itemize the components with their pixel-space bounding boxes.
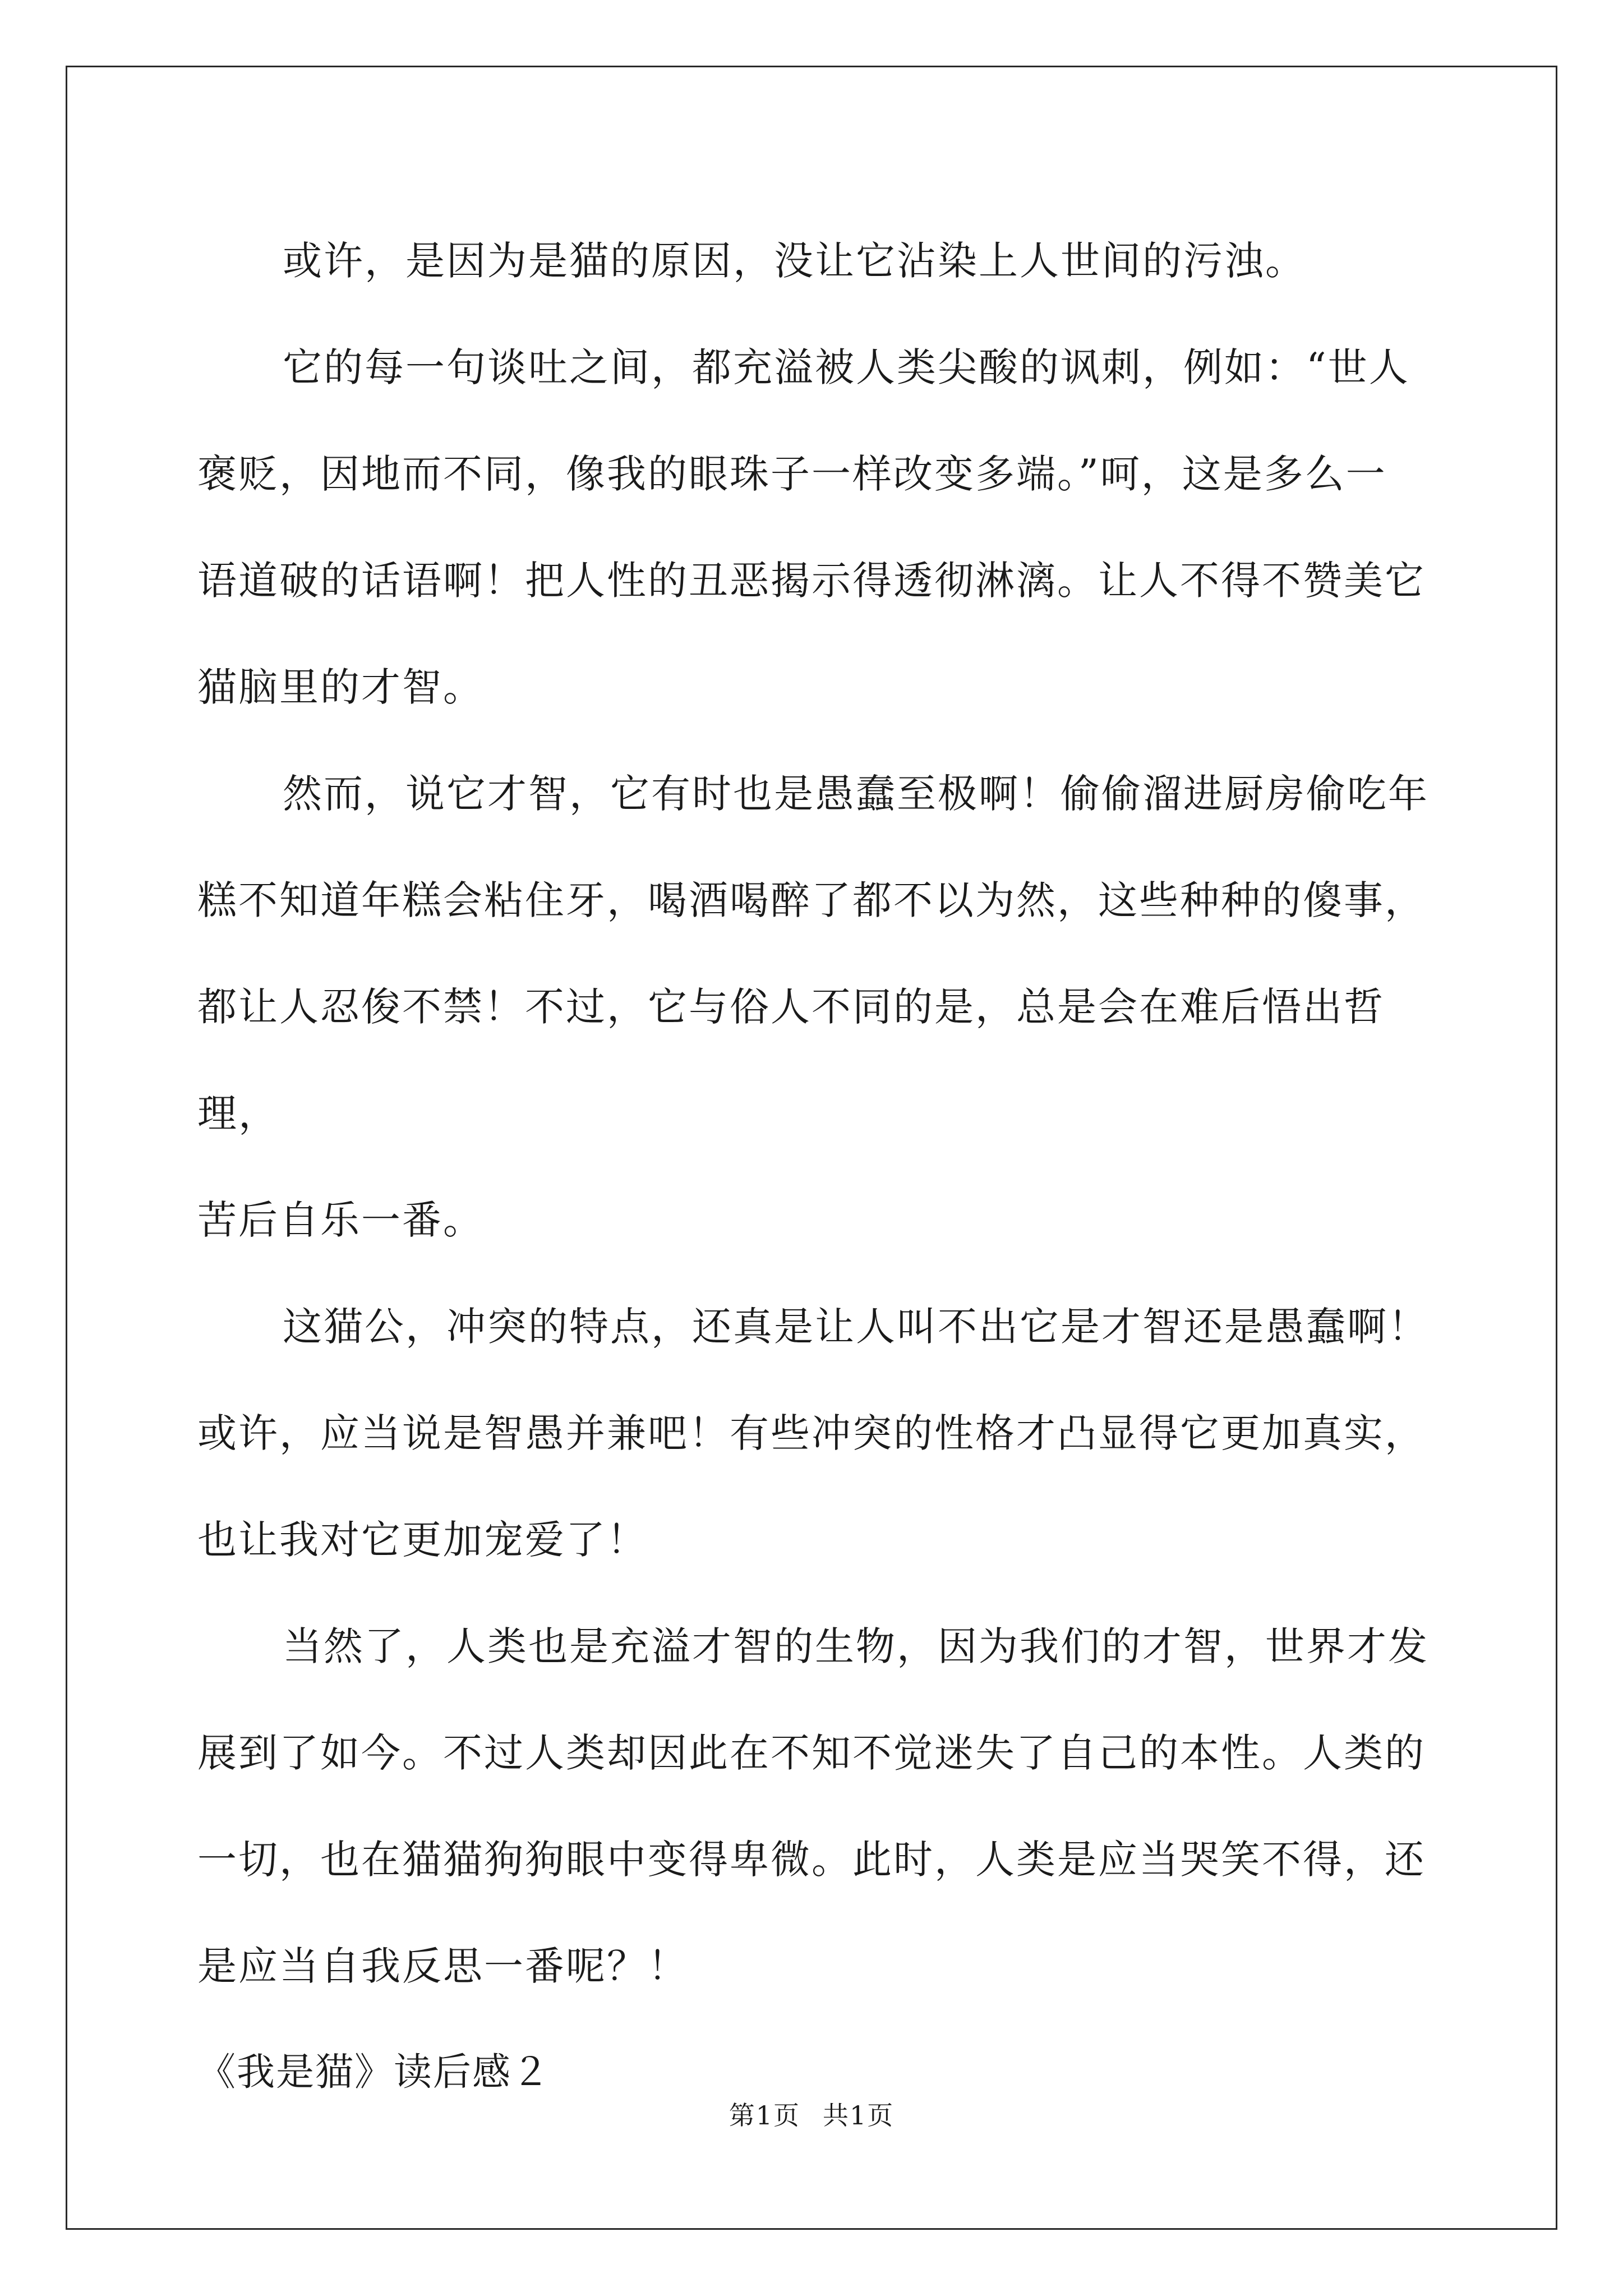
- section-heading: 《我是猫》读后感２: [197, 2050, 551, 2095]
- page-number-current: 第1页: [728, 2100, 800, 2131]
- paragraph-1: 或许，是因为是猫的原因，没让它沾染上人世间的污浊。: [283, 238, 1306, 284]
- page-footer: [0, 2095, 1623, 2132]
- paragraph-3: 然而，说它才智，它有时也是愚蠢至极啊！偷偷溜进厨房偷吃年 糕不知道年糕会粘住牙，喝酒喝醉了都不以为然，这些种种的傻事， 都让人忍俊不禁！不过，它与俗人不同的是，总是会在难后悟出哲理， 苦后自乐一番。: [197, 771, 1429, 1243]
- paragraph-4: 这猫公，冲突的特点，还真是让人叫不出它是才智还是愚蠢啊！ 或许，应当说是智愚并兼吧！有些冲突的性格才凸显得它更加真实， 也让我对它更加宠爱了！: [197, 1304, 1429, 1563]
- document-body: [197, 208, 1459, 2126]
- page-number-total: 共1页: [823, 2100, 895, 2131]
- paragraph-2: 它的每一句谈吐之间，都充溢被人类尖酸的讽刺，例如：“世人 褒贬，因地而不同，像我的眼珠子一样改变多端。”呵，这是多么一 语道破的话语啊！把人性的丑恶揭示得透彻淋漓。让人不得不赞美它 猫脑里的才智。: [197, 344, 1426, 710]
- paragraph-5: 当然了，人类也是充溢才智的生物，因为我们的才智，世界才发 展到了如今。不过人类却因此在不知不觉迷失了自己的本性。人类的 一切，也在猫猫狗狗眼中变得卑微。此时，人类是应当哭笑不得，还 是应当自我反思一番呢？！: [197, 1623, 1429, 1989]
